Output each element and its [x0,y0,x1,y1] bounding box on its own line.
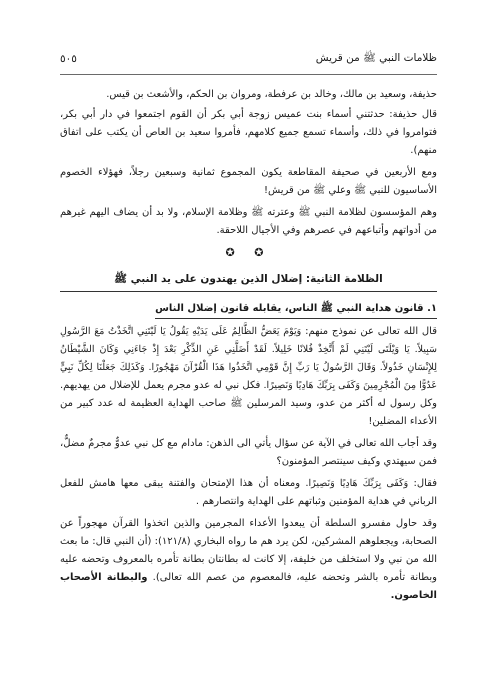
running-title: ظلامات النبي ﷺ من قريش [315,51,437,64]
subsection-title: ١. قانون هداية النبي ﷺ الناس، يقابله قانون إضلال الناس [155,300,437,319]
quran-verse: وَيَوْمَ يَعَضُّ الظَّالِمُ عَلَى يَدَيْهِ يَقُولُ يَا لَيْتَنِي اتَّخَذْتُ مَعَ الرَّسُولِ سَبِيلاً. يَا وَيْلَتَى لَيْتَنِي لَمْ أَتَّخِذْ فُلانًا خَلِيلاً. لَقَدْ أَضَلَّنِي عَنِ الذِّكْرِ بَعْدَ إِذْ جَاءَنِي وَكَانَ الشَّيْطَانُ لِلإِنْسَانِ خَذُولاً. وَقَالَ الرَّسُولُ يَا رَبِّ إِنَّ قَوْمِي اتَّخَذُوا هَذَا الْقُرْآنَ مَهْجُورًا. وَكَذَلِكَ جَعَلْنَا لِكُلِّ نَبِيٍّ عَدُوًّا مِنَ الْمُجْرِمِينَ وَكَفَى بِرَبِّكَ هَادِيًا وَنَصِيرًا. [60,326,437,391]
header-rule [60,74,437,75]
paragraph-3: ومع الأربعين في صحيفة المقاطعة يكون المجموع ثمانية وسبعين رجلاً، فهؤلاء الخصوم الأساسيون للنبي ﷺ وعلي ﷺ من قريش! [60,167,437,196]
hadith-text: وقد حاول مفسرو السلطة أن يبعدوا الأعداء المجرمين والذين اتخذوا القرآن مهجوراً عن الصحابة، ويجعلوهم المشركين، لكن يرد هم ما رواه البخاري (١٢١/٨): (أن النبي قال: ما بعث الله من نبي ولا استخلف من خليفة، إلا كانت له بطانتان بطانة تأمره بالمعروف وتحضه عليه وبطانة تأمره بالشر وتحضه عليه، فالمعصوم من عصم الله تعالى). [60,518,438,583]
page-body [60,86,437,609]
paragraph-2: قال حذيفة: حدثتني أسماء بنت عميس زوجة أبي بكر أن القوم اجتمعوا في دار أبي بكر، فتوامروا في ذلك، وأسماء تسمع جميع كلامهم، فأمروا سعيد بن العاص أن يكتب على اتفاق منهم). [60,109,437,156]
paragraph-hadith [60,515,437,605]
quran-verse-short: وَكَفَى بِرَبِّكَ هَادِيًا وَنَصِيرًا [308,478,409,489]
paragraph-meaning [60,475,437,511]
meaning-text: . ومعناه أن هذا الإمتحان والفتنة يبقى معها هامش للفعل الرباني في هداية المؤمنين وثباتهم على الهداية وانتصارهم . [60,478,437,507]
paragraph-quran-intro [60,323,437,431]
quran-commentary: فكل نبي له عدو مجرم يعمل للإضلال من يهديهم. وكل رسول له أكثر من عدو، وسيد المرسلين ﷺ صاحب الهداية العظيمة له عدد كبير من الأعداء المضلين! [60,380,437,427]
page-number: ٥٠٥ [60,53,77,65]
running-header [60,50,437,68]
section-title: الظلامة الثانية: إضلال الذين يهتدون على يد النبي ﷺ [60,268,437,292]
meaning-intro: فقال: [408,478,437,489]
hadith-conclusion: والبطانة الأصحاب الخاصون. [60,572,437,601]
separator-stars: ✪ ✪ [225,246,272,259]
paragraph-answer: وقد أجاب الله تعالى في الآية عن سؤال يأتي الى الذهن: مادام مع كل نبي عدوٌّ مجرمٌ مضلٌّ، فمن سيهتدي وكيف سينتصر المؤمنون؟ [60,438,437,467]
paragraph-1: حذيفة، وسعيد بن مالك، وخالد بن عرفطة، ومروان بن الحكم، والأشعث بن قيس. [106,89,437,100]
quran-intro-text: قال الله تعالى عن نموذج منهم: [305,326,438,337]
paragraph-4: وهم المؤسسون لظلامة النبي ﷺ وعترته ﷺ وظلامة الإسلام، ولا بد أن يضاف اليهم غيرهم من أدواتهم وأتباعهم في عصرهم وفي الأجيال اللاحقة. [60,207,437,236]
